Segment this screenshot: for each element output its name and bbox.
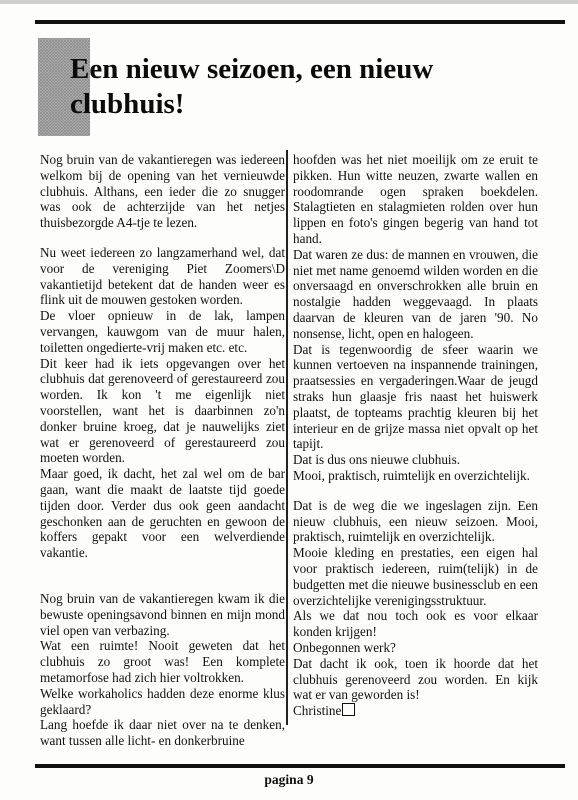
paragraph: Dat waren ze dus: de mannen en vrouwen, die niet met name genoemd wilden worden en die onversaagd en onverschrokken alle bruin en nostalgie hadden weggevaagd. In plaats daarvan de kleuren van de jaren '90. No nonsense, licht, open en halogeen. <box>293 246 538 341</box>
paragraph-gap <box>293 484 538 498</box>
paragraph: Dat is tegenwoordig de sfeer waarin we kunnen vertoeven na inspannende trainingen, praatsessies en vergaderingen.Waar de jeugd straks hun glaasje fris naast het huiswerk plaatst, de topteams prachtig kleuren bij het interieur en de grijze massa niet opvalt op het tapijt. <box>293 341 538 452</box>
paragraph: Als we dat nou toch ook es voor elkaar konden krijgen! <box>293 608 538 640</box>
page-number: pagina 9 <box>264 772 314 787</box>
paragraph: Dat is de weg die we ingeslagen zijn. Een nieuw clubhuis, een nieuw seizoen. Mooi, praktisch, ruimtelijk en overzichtelijk. <box>293 497 538 545</box>
paragraph: Mooie kleding en prestaties, een eigen hal voor praktisch iedereen, ruim(telijk) in de budgetten met die nieuwe businessclub en een overzichtelijke verenigingsstruktuur. <box>293 545 538 608</box>
paragraph: Lang hoefde ik daar niet over na te denken, want tussen alle licht- en donkerbruine <box>40 717 285 749</box>
paragraph: Nu weet iedereen zo langzamerhand wel, dat voor de vereniging Piet Zoomers\D vakantietijd betekent dat de handen weer es flink uit de mouwen gestoken worden. <box>40 244 285 308</box>
paragraph: hoofden was het niet moeilijk om ze eruit te pikken. Hun witte neuzen, zwarte wallen en roodomrande ogen spraken boekdelen. Stalagtieten en stalagmieten rolden over hun lippen en foto's gingen begerig van hand tot hand. <box>293 152 538 246</box>
checkbox-square-icon <box>342 703 355 716</box>
page-edge <box>0 0 578 4</box>
paragraph: Welke workaholics hadden deze enorme klus geklaard? <box>40 685 285 717</box>
paragraph: Dat dacht ik ook, toen ik hoorde dat het clubhuis gerenoveerd zou worden. En kijk wat er van geworden is! <box>293 655 538 703</box>
paragraph: Dat is dus ons nieuwe clubhuis. <box>293 452 461 468</box>
paragraph-gap <box>40 231 285 245</box>
signature <box>293 703 538 719</box>
paragraph: Wat een ruimte! Nooit geweten dat het clubhuis zo groot was! Een komplete metamorfose had zich hier voltrokken. <box>40 638 285 685</box>
left-column <box>40 152 285 749</box>
paragraph: Mooi, praktisch, ruimtelijk en overzichtelijk. <box>293 467 530 483</box>
paragraph: Maar goed, ik dacht, het zal wel om de bar gaan, want die maakt de laatste tijd goede tijden door. Verder dus ook geen aandacht geschonken aan de geruchten en gewoon de koffers gepakt voor een welverdiende vakantie. <box>40 466 285 561</box>
article-title: Een nieuw seizoen, een nieuw clubhuis! <box>70 53 434 120</box>
paragraph: Onbegonnen werk? <box>293 639 396 655</box>
top-rule <box>35 20 565 24</box>
paragraph-gap <box>40 561 285 591</box>
column-divider <box>286 150 288 725</box>
right-column <box>293 152 538 722</box>
paragraph: Nog bruin van de vakantieregen was iedereen welkom bij de opening van het vernieuwde clubhuis. Althans, een ieder die zo snugger was ook de achterzijde van het netjes thuisbezorgde A4-tje te lezen. <box>40 152 285 231</box>
paragraph: Dit keer had ik iets opgevangen over het clubhuis dat gerenoveerd of gerestaureerd zou worden. Ik kon 't me eigenlijk niet voorstellen, want het is daarbinnen zo'n donker bruine kroeg, dat je nauwelijks ziet wat er gerenoveerd of gerestaureerd zou moeten worden. <box>40 355 285 466</box>
paragraph: De vloer opnieuw in de lak, lampen vervangen, kauwgom van de muur halen, toiletten ongedierte-vrij maken etc. etc. <box>40 308 285 355</box>
bottom-rule <box>35 764 565 768</box>
paragraph: Nog bruin van de vakantieregen kwam ik die bewuste openingsavond binnen en mijn mond viel open van verbazing. <box>40 590 285 638</box>
signature-name: Christine <box>293 703 342 719</box>
